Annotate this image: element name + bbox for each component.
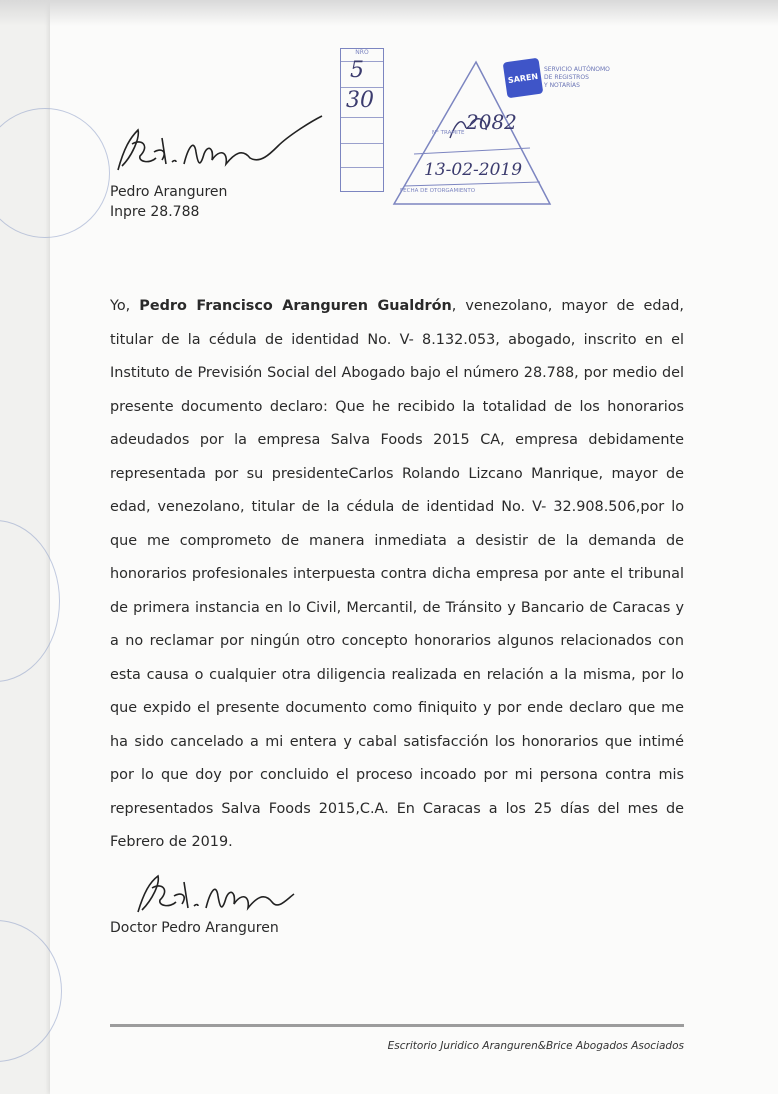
saren-logo-line-1: SERVICIO AUTÓNOMO <box>544 66 610 73</box>
declaration-paragraph <box>110 290 684 860</box>
saren-logo-line-2: DE REGISTROS <box>544 74 589 81</box>
header-author-name: Pedro Aranguren <box>110 184 228 200</box>
closing-signatory-name: Doctor Pedro Aranguren <box>110 920 279 936</box>
registry-folio-handwritten: 30 <box>346 88 374 113</box>
declarant-name: Pedro Francisco Aranguren Gualdrón <box>139 298 452 314</box>
nro-label: NRO <box>341 49 383 62</box>
saren-logo-text <box>544 66 610 90</box>
tramite-number-handwritten: 2082 <box>466 110 517 134</box>
otorgamiento-date-label: FECHA DE OTORGAMIENTO <box>400 188 476 194</box>
saren-logo-line-3: Y NOTARÍAS <box>544 82 580 89</box>
registry-number-handwritten: 5 <box>350 58 364 83</box>
signature-bottom <box>128 858 348 928</box>
scan-shadow <box>0 0 778 26</box>
header-inpre-number: Inpre 28.788 <box>110 204 200 220</box>
footer-firm-name: Escritorio Juridico Aranguren&Brice Abogados Asociados <box>387 1040 684 1052</box>
footer-divider <box>110 1024 684 1027</box>
declaration-intro: Yo, <box>110 298 140 314</box>
signature-top <box>110 108 330 188</box>
otorgamiento-date-handwritten: 13-02-2019 <box>424 160 523 180</box>
registry-blank-cell-1 <box>341 117 383 144</box>
tramite-label: N° TRAMITE <box>432 130 465 136</box>
registry-blank-cell-3 <box>341 167 383 189</box>
declaration-text: , venezolano, mayor de edad, titular de la cédula de identidad No. V- 8.132.053, abogado, inscrito en el Instituto de Previsión Social del Abogado bajo el número 28.788, por medio del presente documento declaro: Que he recibido la totalidad de los honorarios adeudados por la empresa Salva Foods 2015 CA, empresa debidamente representada por su presidenteCarlos Rolando Lizcano Manrique, mayor de edad, venezolano, titular de la cédula de identidad No. V- 32.908.506,por lo que me comprometo de manera inmediata a desistir de la demanda de honorarios profesionales interpuesta contra dicha empresa por ante el tribunal de primera instancia en lo Civil, Mercantil, de Tránsito y Bancario de Caracas y a no reclamar por ningún otro concepto honorarios algunos relacionados con esta causa o cualquier otra diligencia realizada en relación a la misma, por lo que expido el presente documento como finiquito y por ende declaro que me ha sido cancelado a mi entera y cabal satisfacción los honorarios que intimé por lo que doy por concluido el proceso incoado por mi persona contra mis representados Salva Foods 2015,C.A. En Caracas a los 25 días del mes de Febrero de 2019. <box>110 298 684 850</box>
saren-logo: SAREN <box>503 58 544 99</box>
registry-blank-cell-2 <box>341 143 383 168</box>
